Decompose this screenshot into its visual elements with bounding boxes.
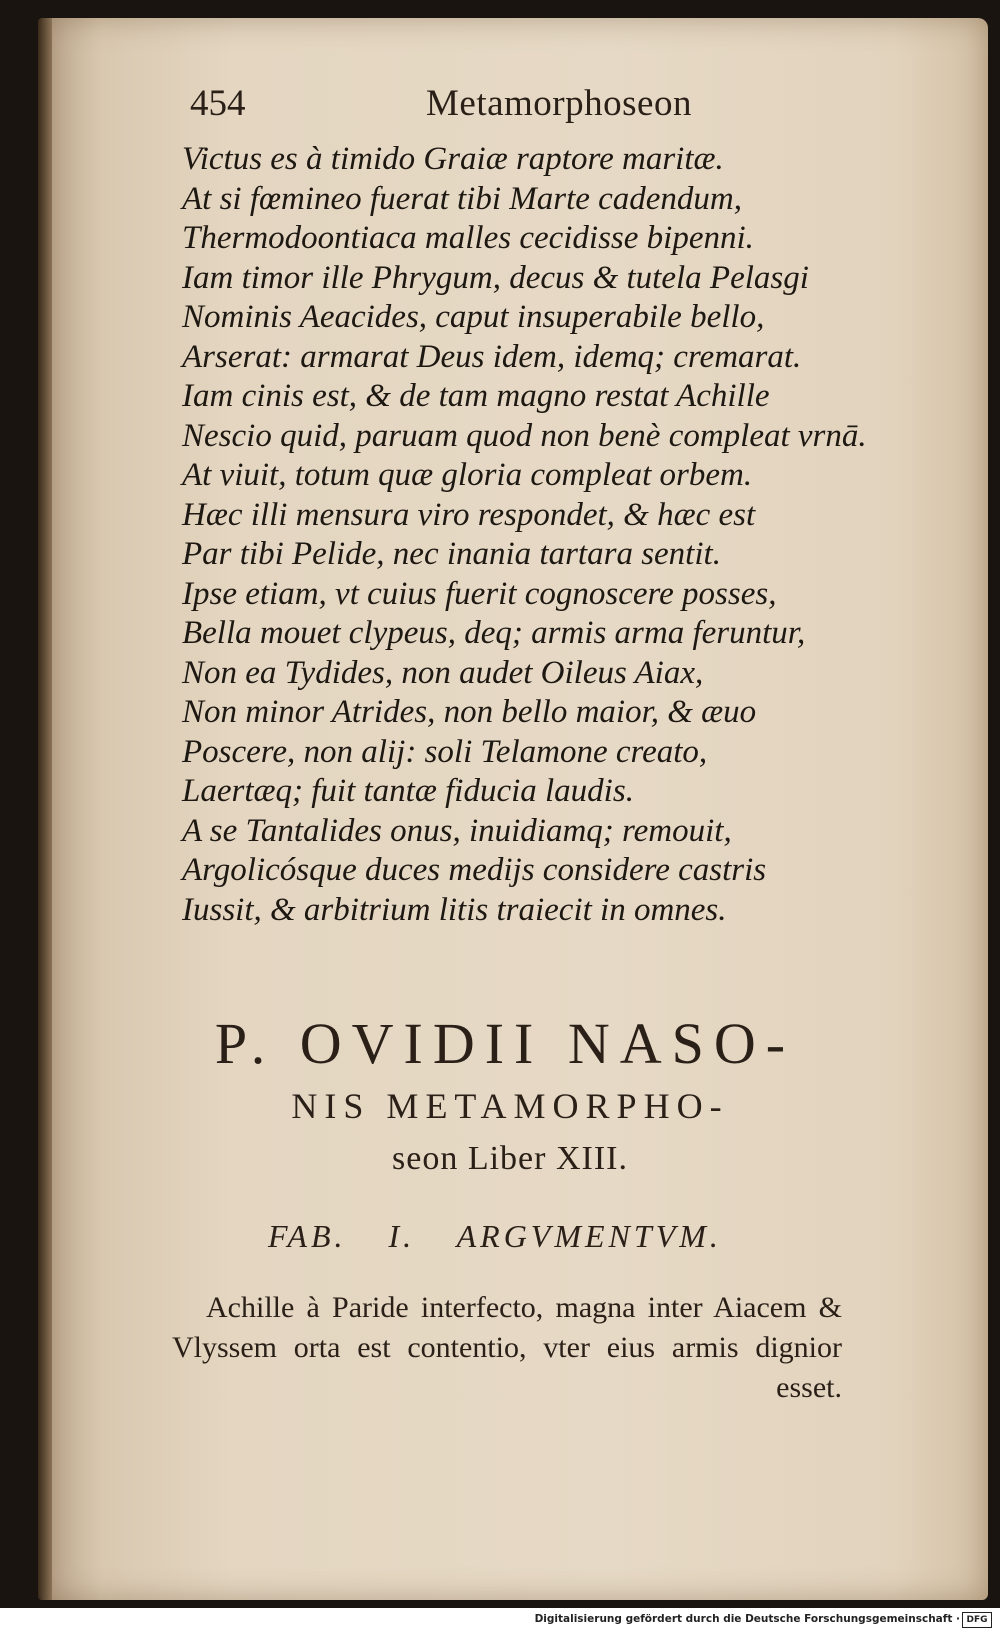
book-title [170,1010,850,1184]
verse-line: Bella mouet clypeus, deq; armis arma feruntur, [182,615,806,651]
verse-line: Par tibi Pelide, nec inania tartara sentit. [182,536,721,572]
verse-line: Poscere, non alij: soli Telamone creato, [182,733,708,770]
verse-line: Victus es à timido Graiæ raptore maritæ. [182,141,724,177]
verse-line: Non ea Tydides, non audet Oileus Aiax, [182,654,704,691]
page-number: 454 [190,83,246,124]
verse-line: Nescio quid, paruam quod non benè compleat vrnā. [182,417,867,454]
verse-line: Nominis Aeacides, caput insuperabile bello, [182,299,765,335]
verse-line: Laertæq; fuit tantæ fiducia laudis. [182,773,634,809]
book-title-line-3: seon Liber XIII. [392,1140,628,1177]
dfg-logo: DFG [962,1612,992,1628]
running-head-title: Metamorphoseon [426,83,692,124]
verse-line: Arserat: armarat Deus idem, idemq; cremarat. [182,338,802,375]
digitization-footer [0,1608,1000,1632]
book-title-line-2: NIS METAMORPHO- [291,1086,729,1126]
verse-line: Iussit, & arbitrium litis traiecit in omnes. [182,891,727,928]
verse-line: Iam cinis est, & de tam magno restat Achille [182,378,770,414]
argument-paragraph: Achille à Paride interfecto, magna inter Aiacem & Vlyssem orta est contentio, vter eius armis dignior esset. [172,1291,842,1404]
verse-line: Thermodoontiaca malles cecidisse bipenni. [182,220,754,256]
verse-line: At viuit, totum quæ gloria compleat orbem. [182,457,753,493]
running-header [190,82,710,134]
fable-heading: FAB. I. ARGVMENTVM. [268,1218,722,1254]
book-title-line-1: P. OVIDII NASO- [214,1011,796,1076]
verse-block [182,140,867,930]
verse-line: Iam timor ille Phrygum, decus & tutela Pelasgi [182,259,809,296]
verse-line: At si fœmineo fuerat tibi Marte cadendum, [182,180,743,217]
verse-line: Ipse etiam, vt cuius fuerit cognoscere posses, [182,575,777,612]
verse-line: Hæc illi mensura viro respondet, & hæc est [182,496,756,533]
verse-line: Argolicósque duces medijs considere castris [182,852,767,888]
verse-line: A se Tantalides onus, inuidiamq; remouit, [182,812,732,849]
verse-line: Non minor Atrides, non bello maior, & æuo [182,694,757,730]
footer-credit: Digitalisierung gefördert durch die Deutsche Forschungsgemeinschaft · [534,1613,960,1625]
